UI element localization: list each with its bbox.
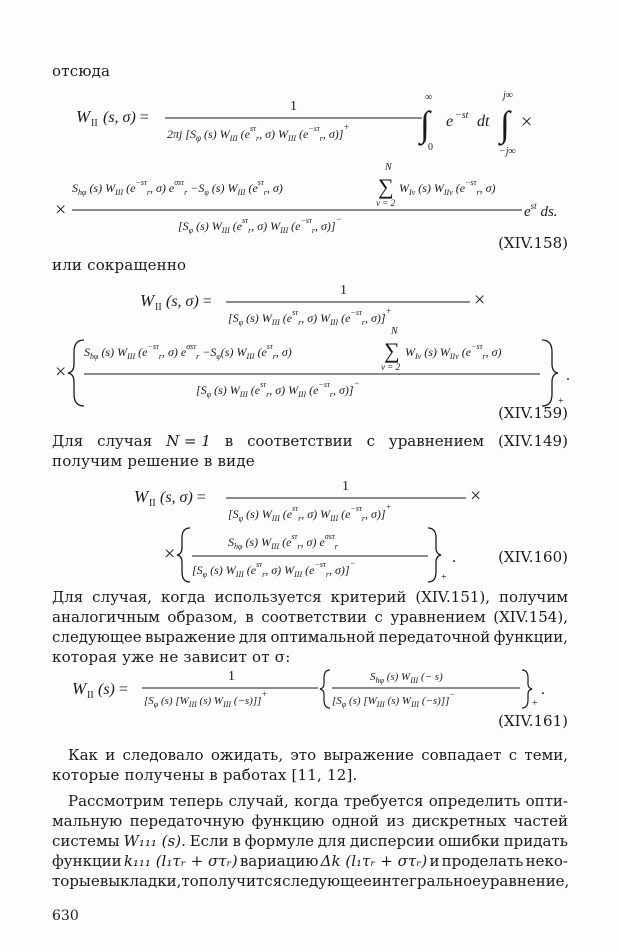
word: совпадает [421,746,502,764]
word: придать [503,832,568,850]
svg-text:(s, σ) =: (s, σ) = [103,109,149,126]
word: в [224,432,234,450]
word: соответствии [261,608,367,626]
word: W₁₁₁ (s). [123,832,186,850]
word: с [374,608,383,626]
word: определить [428,792,521,810]
word: Для [52,588,84,606]
word: функции, [493,628,568,646]
para4-line3 [52,832,568,850]
para1-line1 [52,432,568,450]
svg-text:[Sφ (s) WIII (esτr, σ) WIII (e: [$S_\varphi$ (s) $W_{III}$ ($e^{s\tau}_r$, σ) $W_{III}$ ($e^{-s\tau}_r$, σ)]− [192,558,356,579]
word: используется [214,588,322,606]
svg-text:+: + [558,396,564,407]
word: теперь [169,792,224,810]
word: интегральное [371,872,481,890]
word: получится [198,872,283,890]
word: следующее [282,872,372,890]
word: случая, [92,588,153,606]
svg-text:1: 1 [228,669,235,684]
word: ошибки [438,832,500,850]
word: это [290,746,317,764]
svg-text:II: II [155,302,162,313]
equation-label-160: (XIV.160) [498,548,568,566]
para2-line3 [52,628,568,646]
svg-text:.: . [566,367,570,384]
word: уравнение, [481,872,570,890]
word: (XIV.151), [415,588,491,606]
svg-text:ν = 2: ν = 2 [381,362,401,372]
word: случая [97,432,153,450]
word: ожидать, [210,746,284,764]
word: выкладки, [99,872,182,890]
word: неко- [525,852,568,870]
word: с [366,432,375,450]
svg-text:W: W [134,487,149,506]
svg-text:1: 1 [342,479,349,494]
word: проделать [441,852,524,870]
word: (XIV.154), [493,608,568,626]
page-number: 630 [52,908,79,924]
word: для [238,628,268,646]
word: требуется [343,792,424,810]
svg-text:[Sφ (s) [WIII (s) WIII (−s)]]+: [$S_\varphi$ (s) [$W_{III}$ (s) $W_{III}$ (−s)]]+ [144,689,268,709]
intro-word: отсюда [52,62,111,80]
word: одной [331,812,379,830]
word: системы [52,832,120,850]
svg-text:1: 1 [290,99,297,114]
svg-text:Shφ (s) WIII (e−sτr, σ) eσsτr: $S_{h\varphi}$ (s) $W_{III}$ ($e^{-s\tau}_r$, σ) $e^{\sigma s\tau}_r -S_\varphi(s)$ $W_{III}$ ($e^{s\tau}_r$, σ) [84,342,292,361]
svg-text:−st: −st [455,110,469,121]
svg-text:×: × [474,289,486,311]
equation-label-161: (XIV.161) [498,712,568,730]
para4-line1 [68,792,568,810]
word: аналогичным [52,608,160,626]
word: из [386,812,405,830]
svg-text:[Sφ (s) [WIII (s) WIII (−s)]]−: [$S_\varphi$ (s) [$W_{III}$ (s) $W_{III}$ (−s)]]− [332,689,456,709]
svg-text:e: e [446,113,454,130]
svg-text:−j∞: −j∞ [499,146,516,157]
word: опти- [525,792,568,810]
para4-line5 [52,872,568,890]
word: мальную [52,812,123,830]
svg-text:N: N [385,162,392,173]
svg-text:∑: ∑ [384,338,400,363]
word: Если [189,832,229,850]
svg-text:[Sφ (s) WIII (esτr, σ) WIII (e: [$S_\varphi$ (s) $W_{III}$ ($e^{s\tau}_r$, σ) $W_{III}$ ($e^{-s\tau}_r$, σ)]− [178,214,342,235]
svg-text:est ds.: $e^{st}$ ds. [524,201,558,220]
svg-text:∞: ∞ [425,92,433,103]
word: получим [499,588,568,606]
svg-text:+: + [532,698,538,709]
svg-text:W: W [140,291,155,310]
word: функцию [251,812,325,830]
svg-text:Shφ (s) WIII (− s): $S_{h\varphi}$ (s) $W_{III}$ (− s) [370,671,443,685]
svg-text:∫: ∫ [500,104,510,144]
word: соответствии [247,432,353,450]
word: выражение [145,628,236,646]
svg-text:1: 1 [340,283,347,298]
equation-label-158: (XIV.158) [498,234,568,252]
svg-text:II: II [149,498,156,509]
word: и [105,746,116,764]
word: N = 1 [166,432,211,450]
svg-text:WIν (s) WIIν (e−sτr, σ): $W_{I\nu}$ (s) $W_{II\nu}$ ($e^{-s\tau}_r$, σ) [399,178,496,197]
word: когда [294,792,339,810]
svg-text:Shφ (s) WIII (esτr, σ) eσsτr: $S_{h\varphi}$ (s) $W_{III}$ ($e^{s\tau}_r$, σ) $e^{\sigma s\tau}_r$ [228,532,338,551]
word: Рассмотрим [68,792,165,810]
svg-text:(s, σ) =: (s, σ) = [160,489,206,506]
svg-text:×: × [521,111,533,133]
word: уравнением [390,608,486,626]
svg-text:II: II [91,118,98,129]
svg-text:(s) =: (s) = [98,681,128,698]
word: то [181,872,199,890]
word: выражение [323,746,414,764]
svg-text:2πj [Sφ (s) WIII (esτr, σ) WII: 2πj [$S_\varphi$ (s) $W_{III}$ ($e^{s\tau}_r$, σ) $W_{III}$ ($e^{-s\tau}_r$, σ)]+ [167,122,350,143]
word: передаточной [378,628,491,646]
para1-line2: получим решение в виде [52,452,255,470]
word: дискретных [411,812,507,830]
svg-text:×: × [164,543,176,565]
svg-text:×: × [55,361,67,383]
word: когда [161,588,206,606]
word: Как [68,746,98,764]
svg-text:∑: ∑ [378,174,394,199]
svg-text:+: + [441,572,447,583]
svg-text:II: II [87,690,94,701]
para2-line1 [52,588,568,606]
svg-text:WIν (s) WIIν (e−sτr, σ): $W_{I\nu}$ (s) $W_{II\nu}$ ($e^{-s\tau}_r$, σ) [405,342,502,361]
svg-text:dt: dt [477,113,490,130]
svg-text:×: × [470,485,482,507]
word: Δk (l₁τᵣ + στᵣ) [320,852,428,870]
svg-text:Shφ (s) WIII (e−sτr, σ) eσsτr: $S_{h\varphi}$ (s) $W_{III}$ ($e^{-s\tau}_r$, σ) $e^{\sigma s\tau}_r -S_\varphi$ (s) $W_{III}$ ($e^{s\tau}_r$, σ) [72,178,283,197]
word: для [317,832,347,850]
para3-line2: которые получены в работах [11, 12]. [52,766,358,784]
svg-text:∫: ∫ [420,104,430,144]
svg-text:(s, σ) =: (s, σ) = [166,293,212,310]
svg-text:W: W [76,107,91,126]
word: (XIV.149) [498,432,568,450]
word: следовало [122,746,204,764]
svg-text:.: . [452,549,456,566]
word: критерий [330,588,407,606]
word: вариацию [239,852,319,870]
word: передаточную [129,812,245,830]
para2-line2 [52,608,568,626]
word: случай, [228,792,289,810]
word: следующее [52,628,142,646]
svg-text:0: 0 [428,142,433,153]
svg-text:.: . [541,681,545,698]
equation-label-159: (XIV.159) [498,404,568,422]
word: функции [52,852,122,870]
word: частей [513,812,568,830]
para4-line4 [52,852,568,870]
word: уравнением [388,432,485,450]
svg-text:N: N [391,326,398,337]
svg-text:[Sφ (s) WIII (esτr, σ) WIII (e: [$S_\varphi$ (s) $W_{III}$ ($e^{s\tau}_r$, σ) $W_{III}$ ($e^{-s\tau}_r$, σ)]+ [228,306,392,327]
word: и [429,852,440,870]
svg-text:×: × [55,199,67,221]
word: в [245,608,254,626]
word: k₁₁₁ (l₁τᵣ + στᵣ) [123,852,238,870]
word: образом, [167,608,238,626]
para4-line2 [52,812,568,830]
para2-line4: которая уже не зависит от σ: [52,648,291,666]
word: с [508,746,518,764]
svg-text:j∞: j∞ [503,90,513,101]
svg-text:W: W [72,679,87,698]
word: в [232,832,241,850]
word: Для [52,432,84,450]
word: формуле [244,832,315,850]
svg-text:[Sφ (s) WIII (esτr, σ) WIII (e: [$S_\varphi$ (s) $W_{III}$ ($e^{s\tau}_r$, σ) $W_{III}$ ($e^{-s\tau}_r$, σ)]+ [228,502,392,523]
word: теми, [524,746,568,764]
word: оптимальной [270,628,376,646]
para3-line1 [68,746,568,764]
text-abbrev: или сокращенно [52,256,187,274]
word: торые [52,872,100,890]
svg-text:ν = 2: ν = 2 [376,198,396,208]
word: дисперсии [350,832,435,850]
svg-text:[Sφ (s) WIII (esτr, σ) WIII (e: [$S_\varphi$ (s) $W_{III}$ ($e^{s\tau}_r$, σ) $W_{III}$ ($e^{-s\tau}_r$, σ)]− [196,378,360,399]
